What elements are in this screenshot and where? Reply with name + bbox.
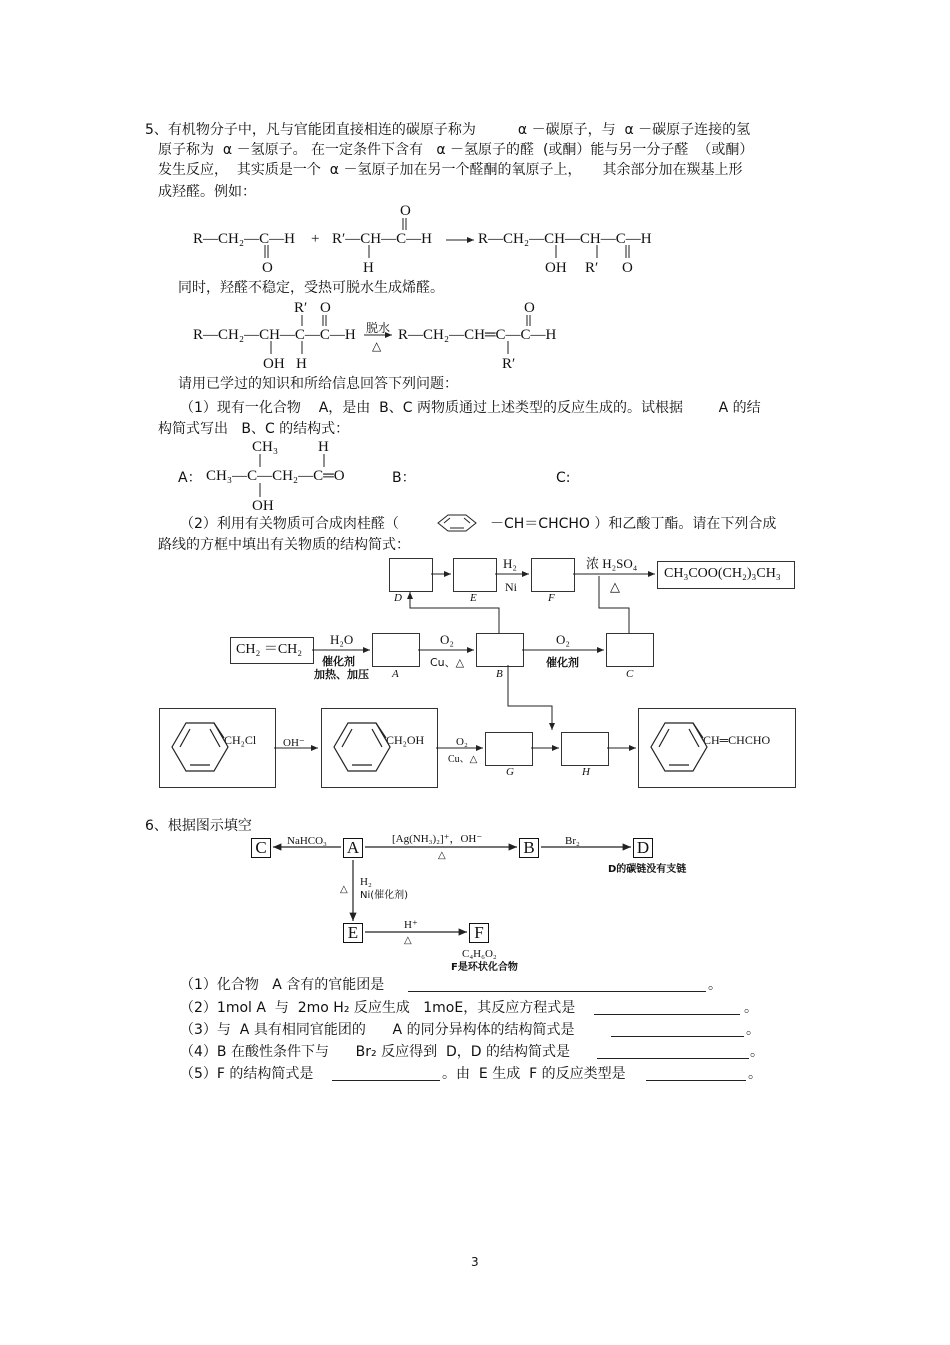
- q6-box-b: B: [519, 838, 539, 858]
- q5-part2-post: －CH＝CHCHO ）和乙酸丁酯。请在下列合成: [490, 516, 777, 532]
- label-a: A: [392, 668, 399, 680]
- q6-heat-2: △: [340, 884, 348, 895]
- benzene-ring-icon-2: [334, 723, 390, 771]
- cond-catalyst-2: 催化剂: [546, 656, 579, 669]
- reactant-1-oxygen: O: [262, 260, 273, 276]
- eq2-product-r-prime: R′: [502, 356, 516, 372]
- ethylene-formula: CH₂ ＝CH₂: [236, 642, 303, 657]
- benzyl-alcohol-group: CH₂OH: [386, 733, 425, 747]
- q6-question-5a: （5）F 的结构简式是: [180, 1066, 314, 1082]
- reactant-1: R—CH₂—C—H: [193, 231, 295, 247]
- cond-conc-h2so4: 浓 H₂SO₄: [586, 556, 638, 571]
- eq2-r-prime-top: R′: [294, 300, 308, 316]
- q6-box-a: A: [343, 838, 363, 858]
- cond-heat-pressure: 加热、加压: [314, 668, 369, 681]
- q5-ask: 请用已学过的知识和所给信息回答下列问题：: [178, 376, 458, 392]
- reactant-2-oxygen: O: [400, 203, 411, 219]
- q6-question-4: （4）B 在酸性条件下与 Br₂ 反应得到 D，D 的结构简式是: [180, 1044, 570, 1060]
- eq2-product: R—CH₂—CH═C—C—H: [398, 327, 557, 343]
- q6-question-1: （1）化合物 A 含有的官能团是: [180, 977, 385, 993]
- benzene-ring-icon-1: [172, 723, 228, 771]
- q6-f-formula: C₄H₆O₂: [462, 948, 497, 960]
- cond-ni: Ni: [505, 580, 517, 594]
- q6-heat-3: △: [404, 935, 412, 946]
- q6-box-f: F: [469, 923, 489, 943]
- q6-question-2: （2）1mol A 与 2mo H₂ 反应生成 1moE，其反应方程式是: [180, 1000, 576, 1016]
- label-e: E: [470, 592, 477, 604]
- cond-h2: H₂: [503, 556, 517, 571]
- product-oxygen: O: [622, 260, 633, 276]
- arrow-b-h: [508, 665, 552, 730]
- label-b: B: [496, 668, 503, 680]
- label-h: H: [582, 766, 590, 778]
- compound-a-methyl: CH₃: [252, 439, 279, 455]
- eq2-hydroxyl: OH: [263, 356, 285, 372]
- period-3: 。: [746, 1022, 760, 1038]
- q5-line-4: 成羟醛。例如：: [158, 184, 256, 200]
- period-1: 。: [708, 977, 722, 993]
- q6-h2: H₂: [360, 876, 372, 888]
- product-r-prime: R′: [585, 260, 599, 276]
- compound-a-hydrogen: H: [318, 439, 329, 455]
- cond-catalyst-1: 催化剂: [322, 655, 355, 668]
- q6-question-3: （3）与 A 具有相同官能团的 A 的同分异构体的结构简式是: [180, 1022, 575, 1038]
- compound-a-formula: CH₃—C—CH₂—C═O: [206, 468, 345, 484]
- eq2-hydrogen: H: [296, 356, 307, 372]
- label-g: G: [506, 766, 514, 778]
- q5-line-3: 发生反应， 其实质是一个 α －氢原子加在另一个醛酮的氧原子上， 其余部分加在羰基上形: [158, 162, 743, 178]
- arrow-b-d: [410, 592, 499, 633]
- plus-sign: +: [311, 231, 320, 247]
- q5-part2-pre: （2）利用有关物质可合成肉桂醛（: [180, 516, 399, 532]
- period-4: 。: [750, 1044, 764, 1060]
- page-number: 3: [471, 1255, 479, 1269]
- eq2-reactant: R—CH₂—CH—C—C—H: [193, 327, 356, 343]
- cond-cu-heat-2: Cu、△: [448, 754, 478, 765]
- q5-line-2: 原子称为 α －氢原子。 在一定条件下含有 α －氢原子的醛 (或酮）能与另一分子醛 （或酮）: [158, 142, 754, 158]
- q5-note: 同时，羟醛不稳定，受热可脱水生成烯醛。: [178, 280, 444, 296]
- q6-box-c: C: [251, 838, 271, 858]
- q6-question-5b: 。由 E 生成 F 的反应类型是: [442, 1066, 626, 1082]
- benzene-ring-icon-3: [651, 723, 707, 771]
- q5-part2-line2: 路线的方框中填出有关物质的结构简式：: [158, 537, 410, 553]
- q6-nahco3: NaHCO₃: [287, 835, 327, 847]
- q5-part1-line1: （1）现有一化合物 A，是由 B、C 两物质通过上述类型的反应生成的。试根据 A 的结: [180, 400, 761, 416]
- q6-ni-catalyst: Ni(催化剂): [360, 890, 409, 901]
- compound-a-label: A：: [178, 470, 202, 486]
- eq2-condition: 脱水: [366, 321, 391, 335]
- q6-d-note: D的碳链没有支链: [608, 864, 687, 875]
- label-f: F: [548, 592, 555, 604]
- cond-hydroxide: OH⁻: [283, 737, 305, 749]
- cond-o2-c: O₂: [456, 736, 468, 748]
- q6-box-e: E: [343, 923, 363, 943]
- q6-br2: Br₂: [565, 835, 580, 847]
- compound-b-label: B：: [392, 470, 416, 486]
- cond-cu-heat: Cu、△: [430, 656, 465, 669]
- product-hydroxyl: OH: [545, 260, 567, 276]
- q6-hplus: H⁺: [404, 919, 418, 931]
- q6-f-note: F是环状化合物: [451, 962, 518, 973]
- q6-title: 6、根据图示填空: [145, 818, 252, 834]
- eq2-oxygen-top: O: [320, 300, 331, 316]
- arrow-c-ester: [599, 576, 629, 633]
- q6-box-d: D: [633, 838, 653, 858]
- aldol-product: R—CH₂—CH—CH—C—H: [478, 231, 652, 247]
- q6-tollens: [Ag(NH₃)₂]⁺，OH⁻: [392, 833, 483, 845]
- cond-o2-b: O₂: [556, 632, 570, 647]
- inline-benzene-icon: [438, 515, 476, 531]
- compound-a-hydroxyl: OH: [252, 498, 274, 514]
- reactant-2-hydrogen: H: [363, 260, 374, 276]
- eq2-product-oxygen: O: [524, 300, 535, 316]
- eq2-heat: △: [372, 339, 382, 353]
- label-d: D: [394, 592, 402, 604]
- q5-line-1: 5、有机物分子中，凡与官能团直接相连的碳原子称为 α －碳原子，与 α －碳原子连接的氢: [145, 122, 751, 138]
- benzyl-chloride-group: CH₂Cl: [224, 733, 257, 747]
- cond-h2o: H₂O: [330, 632, 354, 647]
- cinnamaldehyde-group: CH═CHCHO: [703, 733, 771, 747]
- period-5: 。: [748, 1066, 762, 1082]
- reactant-2: R′—CH—C—H: [332, 231, 432, 247]
- compound-c-label: C:: [556, 470, 571, 486]
- period-2: 。: [744, 1000, 758, 1016]
- q5-part1-line2: 构简式写出 B、C 的结构式：: [158, 421, 350, 437]
- cond-heat: △: [610, 579, 620, 594]
- cond-o2-a: O₂: [440, 632, 454, 647]
- q6-heat-1: △: [438, 850, 446, 861]
- ester-formula: CH₃COO(CH₂)₃CH₃: [664, 566, 781, 581]
- label-c: C: [626, 668, 634, 680]
